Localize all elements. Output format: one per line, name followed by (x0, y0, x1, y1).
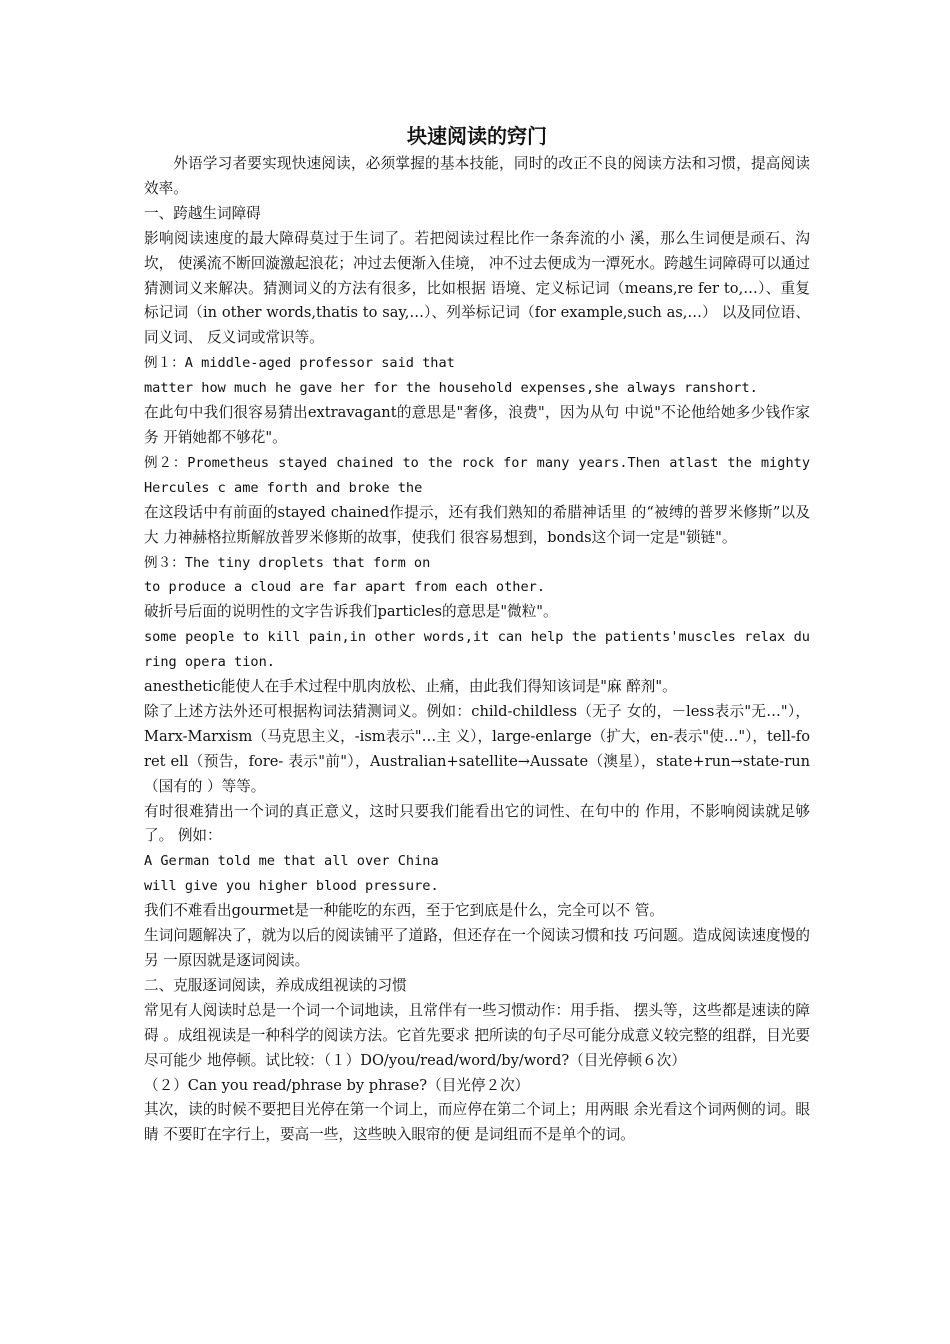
example-1-line-2: matter how much he gave her for the household expenses,she always ranshort. (144, 380, 758, 397)
document-title: 块速阅读的窍门 (407, 124, 547, 148)
example-2: 例２：Prometheus stayed chained to the rock for many years.Then atlast the mighty Hercules c ame forth and broke the (144, 454, 810, 496)
section-heading-1: 一、跨越生词障碍 (144, 204, 261, 222)
intro-paragraph: 外语学习者要实现快速阅读，必须掌握的基本技能，同时的改正不良的阅读方法和习惯，提高阅读效率。 (144, 155, 810, 197)
example-3-line-2: to produce a cloud are far apart from each other. (144, 579, 546, 596)
paragraph: 有时很难猜出一个词的真正意义，这时只要我们能看出它的词性、在句中的 作用，不影响阅读就足够了。 例如： (144, 802, 810, 845)
paragraph: 常见有人阅读时总是一个词一个词地读，且常伴有一些习惯动作：用手指、 摆头等，这些都是速读的障碍 。成组视读是一种科学的阅读方法。它首先要求 把所读的句子尽可能分成意义较完整的组群，目光要尽可能少 地停顿。试比较：（１）DO/you/read/word/by/word?（目光停顿６次） (144, 1001, 811, 1069)
paragraph: 在此句中我们很容易猜出extravagant的意思是"奢侈，浪费"，因为从句 中说"不论他给她多少钱作家务 开销她都不够花"。 (144, 404, 810, 446)
paragraph: 影响阅读速度的最大障碍莫过于生词了。若把阅读过程比作一条奔流的小 溪，那么生词便是顽石、沟坎， 使溪流不断回漩激起浪花；冲过去便渐入佳境， 冲不过去便成为一潭死水。跨越生词障碍可以通过猜测词义来解决。猜测词义的方法有很多，比如根据 语境、定义标记词（means,re fer to,…）、重复标记词（in other words,thatis to say,…）、列举标记词（for example,such as,…） 以及同位语、同义词、 反义词或常识等。 (144, 229, 811, 347)
paragraph: （２）Can you read/phrase by phrase?（目光停２次） (144, 1076, 530, 1094)
section-heading-2: 二、克服逐词阅读，养成成组视读的习惯 (144, 976, 407, 994)
paragraph: 破折号后面的说明性的文字告诉我们particles的意思是"微粒"。 (144, 603, 558, 621)
example-line-2: will give you higher blood pressure. (144, 878, 439, 895)
example-sentence: some people to kill pain,in other words,it can help the patients'muscles relax during opera tion. (144, 629, 810, 671)
paragraph: 我们不难看出gourmet是一种能吃的东西，至于它到底是什么，完全可以不 管。 (144, 902, 664, 920)
paragraph: 在这段话中有前面的stayed chained作提示，还有我们熟知的希腊神话里 的“被缚的普罗米修斯”以及大 力神赫格拉斯解放普罗米修斯的故事，使我们 很容易想到，bonds这个词一定是"锁链"。 (144, 503, 810, 546)
example-line-1: A German told me that all over China (144, 853, 439, 870)
example-3-line-1: 例３：The tiny droplets that form on (144, 554, 431, 571)
paragraph: anesthetic能使人在手术过程中肌肉放松、止痛，由此我们得知该词是"麻 醉剂"。 (144, 678, 677, 696)
paragraph: 生词问题解决了，就为以后的阅读铺平了道路，但还存在一个阅读习惯和技 巧问题。造成阅读速度慢的另 一原因就是逐词阅读。 (144, 927, 810, 969)
paragraph: 除了上述方法外还可根据构词法猜测词义。例如：child-childless（无子 女的，－less表示"无…"），Marx-Marxism（马克思主义，-ism表示"…主 义），large-enlarge（扩大，en-表示"使…"），tell-foret ell（预告，fore- 表示"前"），Australian+satellite→Aussate（澳星），state+run→state-run （国有的 ）等等。 (144, 702, 810, 795)
paragraph: 其次，读的时候不要把目光停在第一个词上，而应停在第二个词上；用两眼 余光看这个词两侧的词。眼睛 不要盯在字行上，要高一些，这些映入眼帘的便 是词组而不是单个的词。 (144, 1101, 810, 1144)
document-page (144, 120, 810, 1148)
example-1-line-1: 例１：A middle-aged professor said that (144, 355, 455, 372)
